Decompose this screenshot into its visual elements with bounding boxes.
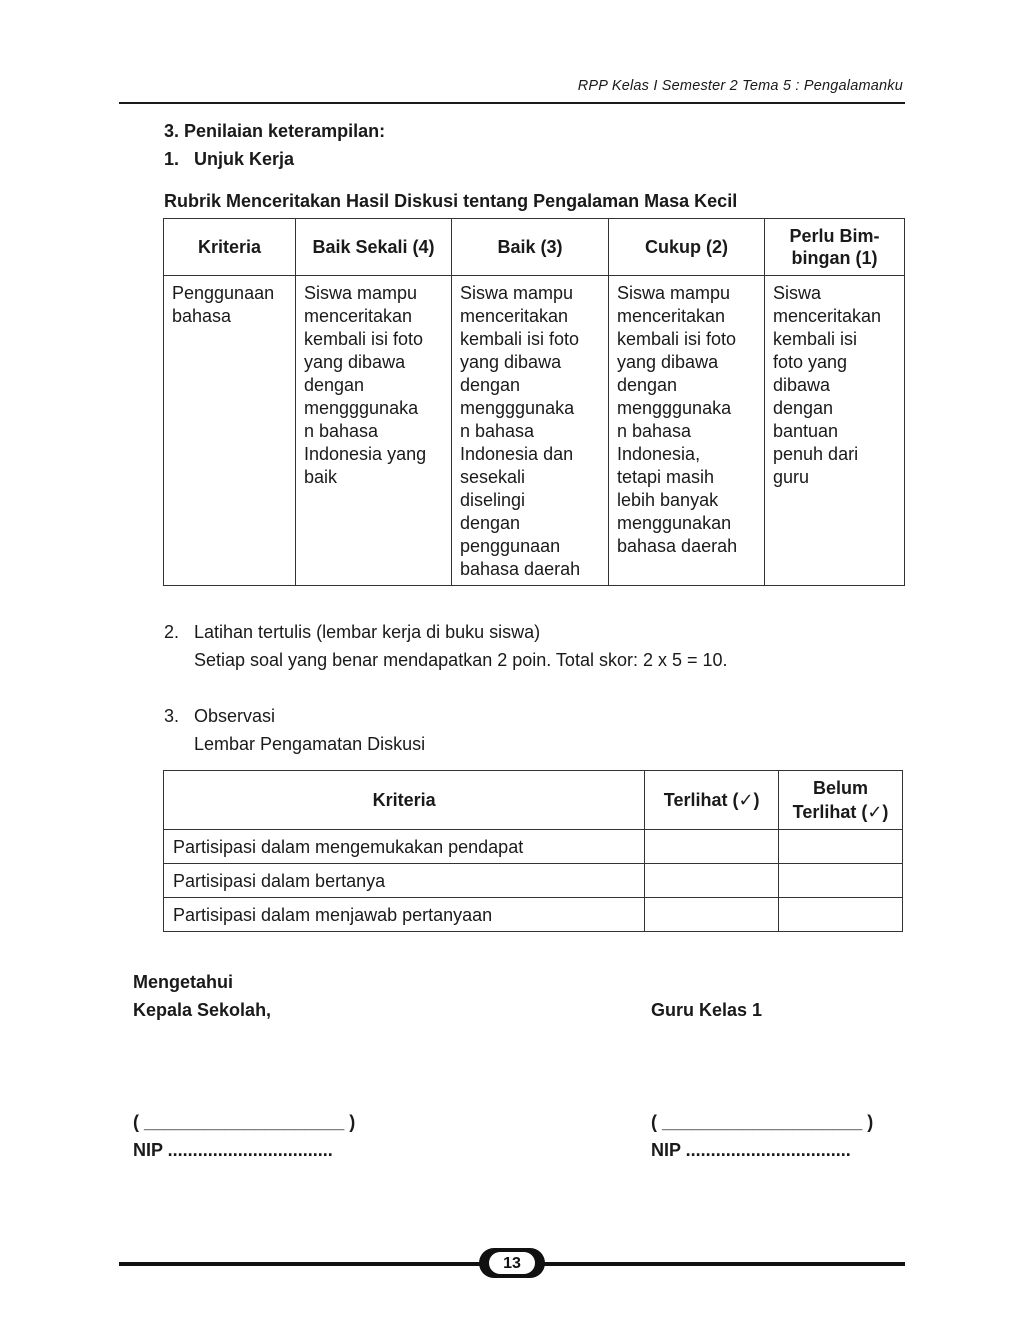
observation-header-cell: Kriteria — [164, 771, 645, 830]
running-header: RPP Kelas I Semester 2 Tema 5 : Pengalamanku — [577, 78, 903, 94]
footer-rule-right — [541, 1262, 905, 1266]
page-number-badge — [479, 1248, 545, 1278]
rubric-row — [164, 276, 905, 586]
signature-teacher-title: Guru Kelas 1 — [651, 1000, 763, 1020]
rubric-cell: Siswa menceritakan kembali isi foto yang dibawa dengan bantuan penuh dari guru — [765, 276, 905, 586]
item-1-number: 1. — [164, 149, 180, 169]
rubric-table — [163, 218, 905, 586]
signature-acknowledge: Mengetahui — [133, 972, 234, 992]
rubric-cell: Siswa mampu menceritakan kembali isi foto yang dibawa dengan mengggunaka n bahasa Indonesia yang baik — [296, 276, 452, 586]
signature-teacher-name-line: ( ____________________ ) — [651, 1112, 874, 1132]
observation-row — [164, 830, 903, 864]
item-3-title: Observasi — [194, 706, 276, 726]
observation-table — [163, 770, 903, 932]
observation-check-cell — [779, 864, 903, 898]
item-1-title: Unjuk Kerja — [194, 149, 295, 169]
signature-teacher-nip: NIP ................................. — [651, 1140, 851, 1160]
item-3-subtitle: Lembar Pengamatan Diskusi — [194, 734, 426, 754]
observation-criteria-cell: Partisipasi dalam bertanya — [164, 864, 645, 898]
observation-check-cell — [779, 830, 903, 864]
item-3-number: 3. — [164, 706, 180, 726]
observation-check-cell — [645, 864, 779, 898]
page-number: 13 — [489, 1252, 535, 1274]
rubric-header-cell: Kriteria — [164, 219, 296, 276]
header-rule — [119, 102, 905, 104]
section-heading: 3. Penilaian keterampilan: — [164, 121, 386, 141]
rubric-title: Rubrik Menceritakan Hasil Diskusi tentang Pengalaman Masa Kecil — [164, 191, 738, 211]
observation-row — [164, 898, 903, 932]
observation-check-cell — [645, 898, 779, 932]
signature-principal-title: Kepala Sekolah, — [133, 1000, 272, 1020]
item-2-number: 2. — [164, 622, 180, 642]
observation-check-cell — [645, 830, 779, 864]
rubric-header-cell: Cukup (2) — [609, 219, 765, 276]
rubric-header-cell: Baik Sekali (4) — [296, 219, 452, 276]
observation-criteria-cell: Partisipasi dalam mengemukakan pendapat — [164, 830, 645, 864]
item-2-detail: Setiap soal yang benar mendapatkan 2 poin. Total skor: 2 x 5 = 10. — [194, 650, 728, 670]
footer-rule-left — [119, 1262, 483, 1266]
rubric-header-row — [164, 219, 905, 276]
rubric-cell: Penggunaan bahasa — [164, 276, 296, 586]
observation-check-cell — [779, 898, 903, 932]
observation-header-cell: Belum Terlihat (✓) — [779, 771, 903, 830]
observation-header-cell: Terlihat (✓) — [645, 771, 779, 830]
rubric-header-cell: Perlu Bim- bingan (1) — [765, 219, 905, 276]
signature-principal-name-line: ( ____________________ ) — [133, 1112, 356, 1132]
rubric-header-cell: Baik (3) — [452, 219, 609, 276]
item-2-title: Latihan tertulis (lembar kerja di buku siswa) — [194, 622, 541, 642]
rubric-cell: Siswa mampu menceritakan kembali isi foto yang dibawa dengan mengggunaka n bahasa Indonesia dan sesekali diselingi dengan penggunaan bahasa daerah — [452, 276, 609, 586]
observation-criteria-cell: Partisipasi dalam menjawab pertanyaan — [164, 898, 645, 932]
observation-row — [164, 864, 903, 898]
observation-header-row — [164, 771, 903, 830]
rubric-cell: Siswa mampu menceritakan kembali isi foto yang dibawa dengan mengggunaka n bahasa Indonesia, tetapi masih lebih banyak menggunakan bahasa daerah — [609, 276, 765, 586]
signature-principal-nip: NIP ................................. — [133, 1140, 333, 1160]
